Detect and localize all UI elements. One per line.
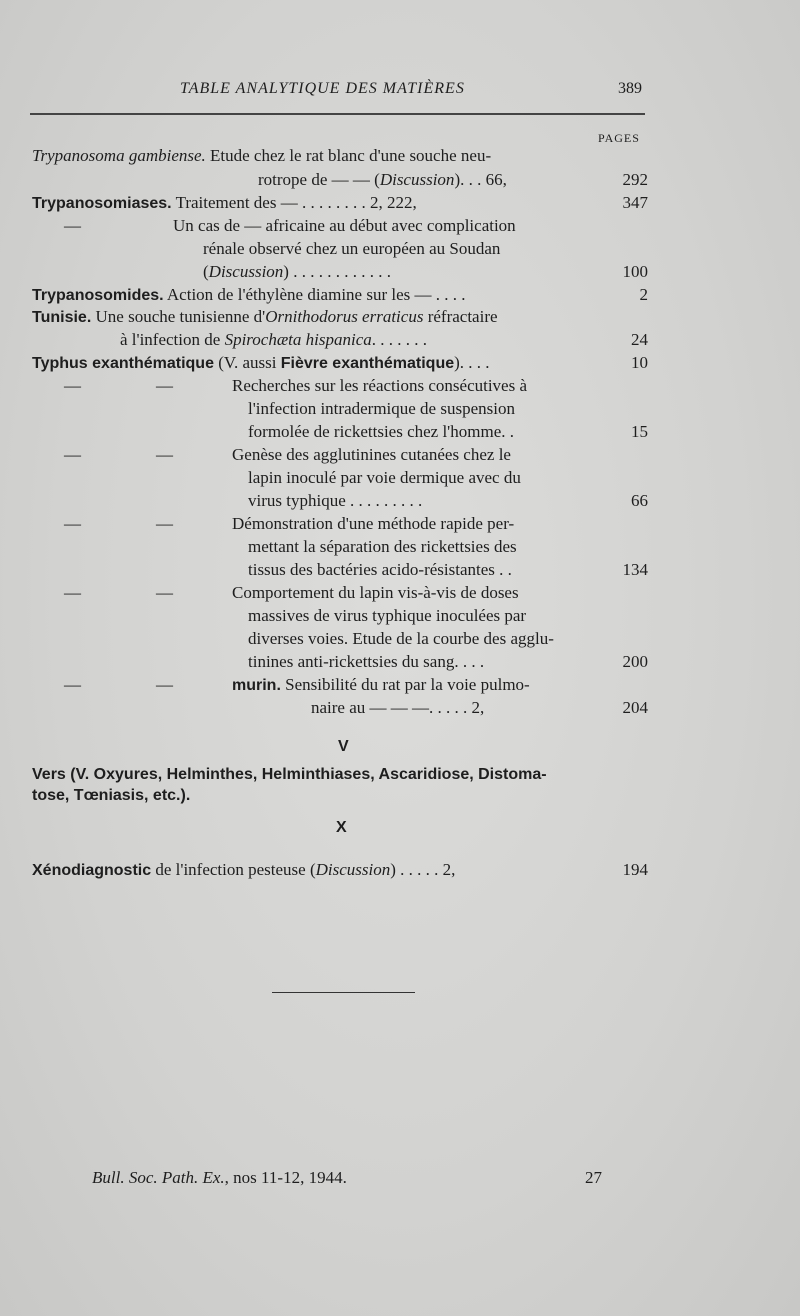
index-entry-line: l'infection intradermique de suspension <box>248 399 515 418</box>
index-entry-line: mettant la séparation des rickettsies des <box>248 537 517 556</box>
entry-text: ) . . . . . . . . . . . . <box>283 262 391 281</box>
entry-italic: Discussion <box>315 860 391 879</box>
index-entry-line: virus typhique . . . . . . . . . <box>248 491 423 510</box>
index-entry-line: tissus des bactéries acido-résistantes . . <box>248 560 512 579</box>
entry-italic: Discussion <box>379 170 455 189</box>
page-ref: 200 <box>622 652 648 671</box>
entry-text: Action de l'éthylène diamine sur les — . . . . <box>163 285 466 304</box>
index-entry-line <box>120 330 427 350</box>
section-letter-x: X <box>336 819 347 836</box>
entry-term: Trypanosomiases. <box>32 195 172 212</box>
entry-text: . . . . . . . <box>371 330 427 349</box>
header-rule <box>30 113 645 115</box>
entry-text: Etude chez le rat blanc d'une souche neu- <box>205 146 492 165</box>
pages-column-label: PAGES <box>598 131 640 145</box>
entry-text: ( <box>203 262 209 281</box>
entry-term: Vers <box>32 766 66 783</box>
index-entry-line: Un cas de — africaine au début avec complication <box>173 216 516 235</box>
index-entry-line: tose, Tœniasis, etc.). <box>32 787 191 804</box>
entry-term: Typhus exanthématique <box>32 355 214 372</box>
entry-text: de l'infection pesteuse ( <box>151 860 316 879</box>
journal-issue: , nos 11-12, 1944. <box>224 1168 347 1187</box>
page-ref: 100 <box>622 262 648 281</box>
index-entry-line <box>32 307 498 327</box>
index-entry-line <box>32 146 491 166</box>
page-ref: 292 <box>622 170 648 189</box>
entry-term: Tunisie. <box>32 309 92 326</box>
index-entry-line <box>32 764 547 784</box>
ditto-dash: — <box>156 376 173 395</box>
entry-see-also: Fièvre exanthématique <box>280 355 455 372</box>
entry-italic: Ornithodorus erraticus <box>265 307 424 326</box>
running-header-title: TABLE ANALYTIQUE DES MATIÈRES <box>180 80 465 97</box>
entry-text: rotrope de — — ( <box>258 170 380 189</box>
entry-text: Sensibilité du rat par la voie pulmo- <box>280 675 530 694</box>
entry-text: Traitement des — . . . . . . . . 2, 222, <box>171 193 417 212</box>
page-ref: 2 <box>639 285 648 304</box>
index-entry-line <box>32 193 417 213</box>
entry-text: à l'infection de <box>120 330 225 349</box>
index-entry-line <box>32 860 455 880</box>
index-entry-line <box>32 353 490 373</box>
page-ref: 347 <box>622 193 648 212</box>
entry-text: ). . . 66, <box>454 170 507 189</box>
entry-text: ). . . . <box>454 353 490 372</box>
index-entry-line: lapin inoculé par voie dermique avec du <box>248 468 521 487</box>
entry-text: (V. Oxyures, Helminthes, Helminthiases, Ascaridiose, Distoma- <box>65 766 547 783</box>
page-ref: 66 <box>631 491 648 510</box>
index-entry-line <box>203 262 391 282</box>
index-entry-line: tinines anti-rickettsies du sang. . . . <box>248 652 485 671</box>
entry-term: Xénodiagnostic <box>32 862 152 879</box>
entry-term: murin. <box>232 677 281 694</box>
index-entry-line: Genèse des agglutinines cutanées chez le <box>232 445 511 464</box>
index-entry-line: formolée de rickettsies chez l'homme. . <box>248 422 514 441</box>
ditto-dash: — <box>64 376 81 395</box>
entry-text: Une souche tunisienne d' <box>91 307 266 326</box>
page-ref: 134 <box>622 560 648 579</box>
ditto-dash: — <box>64 514 81 533</box>
index-entry-line: diverses voies. Etude de la courbe des agglu- <box>248 629 554 648</box>
index-entry-line: rénale observé chez un européen au Soudan <box>203 239 501 258</box>
ditto-dash: — <box>156 675 173 694</box>
index-entry-line: Comportement du lapin vis-à-vis de doses <box>232 583 519 602</box>
entry-italic: Spirochæta hispanica <box>224 330 372 349</box>
page-ref: 204 <box>622 698 648 717</box>
entry-text: ) . . . . . 2, <box>390 860 456 879</box>
footer-citation <box>92 1168 347 1188</box>
index-entry-line: Démonstration d'une méthode rapide per- <box>232 514 515 533</box>
index-entry-line <box>258 170 507 190</box>
ditto-dash: — <box>64 675 81 694</box>
ditto-dash: — <box>64 216 81 235</box>
entry-term: Trypanosomides. <box>32 287 164 304</box>
index-entry-line <box>32 285 466 305</box>
index-entry-line: Recherches sur les réactions consécutives à <box>232 376 528 395</box>
index-entry-line <box>232 675 530 695</box>
index-entry-line: massives de virus typhique inoculées par <box>248 606 527 625</box>
page-ref: 24 <box>631 330 648 349</box>
end-rule <box>272 992 415 993</box>
index-entry-line: naire au — — —. . . . . 2, <box>311 698 485 717</box>
ditto-dash: — <box>156 583 173 602</box>
ditto-dash: — <box>64 583 81 602</box>
sheet-number: 27 <box>585 1168 602 1187</box>
ditto-dash: — <box>64 445 81 464</box>
section-letter-v: V <box>338 738 349 755</box>
entry-term: Trypanosoma gambiense. <box>32 146 206 165</box>
ditto-dash: — <box>156 514 173 533</box>
page-ref: 15 <box>631 422 648 441</box>
ditto-dash: — <box>156 445 173 464</box>
page-number: 389 <box>618 80 642 97</box>
page-ref: 194 <box>622 860 648 879</box>
page-ref: 10 <box>631 353 648 372</box>
journal-name: Bull. Soc. Path. Ex. <box>92 1168 225 1187</box>
entry-text: réfractaire <box>423 307 498 326</box>
entry-text: (V. aussi <box>213 353 281 372</box>
entry-italic: Discussion <box>208 262 284 281</box>
